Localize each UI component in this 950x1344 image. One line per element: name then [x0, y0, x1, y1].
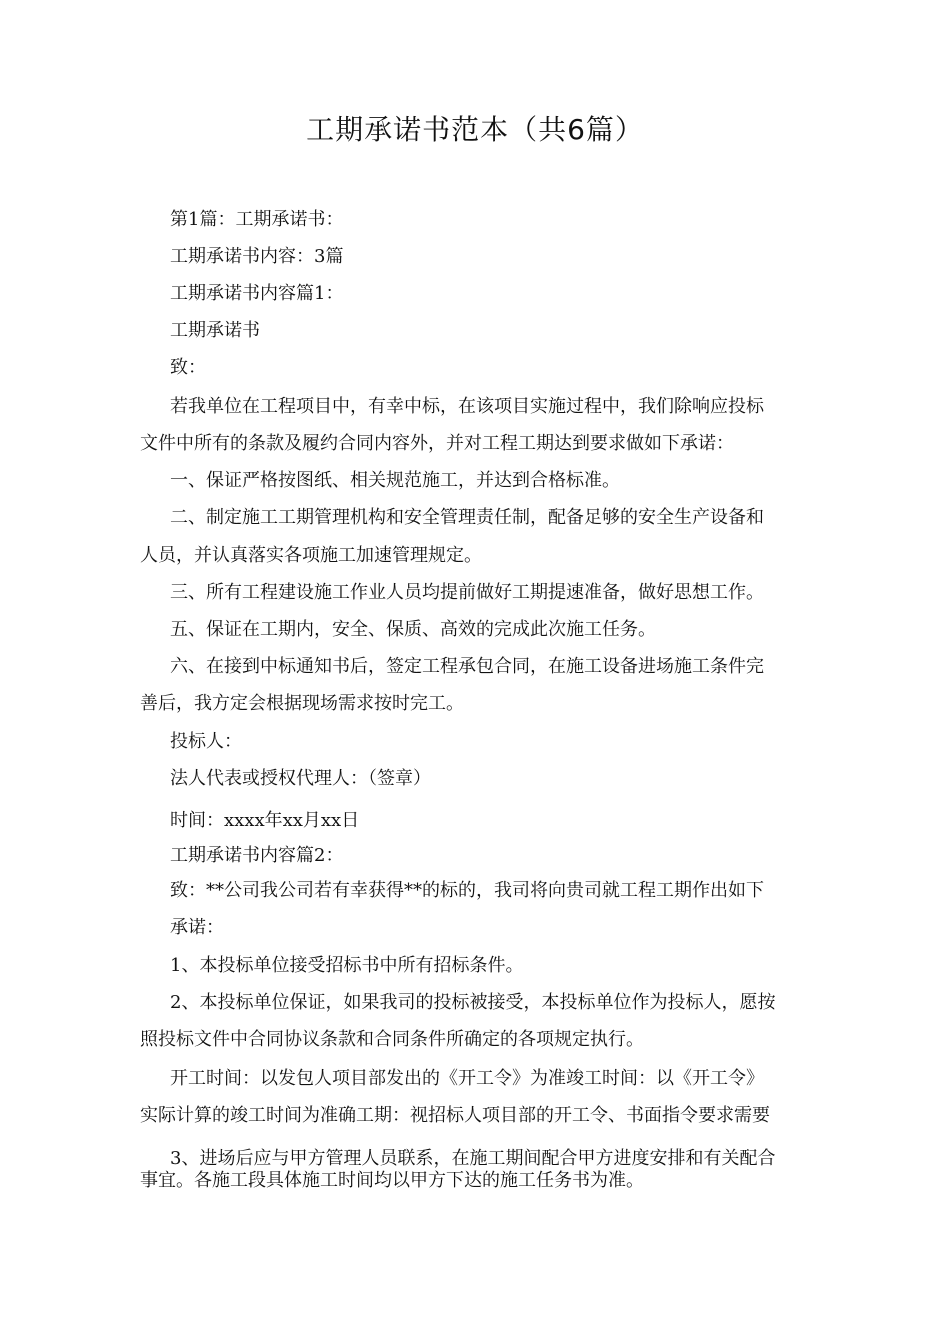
paragraph-line: 承诺：	[170, 917, 224, 938]
representative-line: 法人代表或授权代理人：（签章）	[170, 768, 431, 789]
section-heading-2: 工期承诺书内容篇2：	[170, 845, 344, 866]
chapter-heading: 第1篇：工期承诺书：	[170, 209, 344, 230]
paragraph-line: 三、所有工程建设施工作业人员均提前做好工期提速准备，做好思想工作。	[170, 582, 764, 603]
letter-title: 工期承诺书	[170, 320, 260, 341]
paragraph-line: 实际计算的竣工时间为准确工期：视招标人项目部的开工令、书面指令要求需要	[140, 1105, 770, 1126]
paragraph-line: 一、保证严格按图纸、相关规范施工，并达到合格标准。	[170, 470, 620, 491]
paragraph-line: 人员，并认真落实各项施工加速管理规定。	[140, 545, 482, 566]
paragraph-line: 致：**公司我公司若有幸获得**的标的，我司将向贵司就工程工期作出如下	[170, 880, 764, 901]
paragraph-line: 开工时间：以发包人项目部发出的《开工令》为准竣工时间：以《开工令》	[170, 1068, 764, 1089]
paragraph-line: 若我单位在工程项目中，有幸中标，在该项目实施过程中，我们除响应投标	[170, 396, 764, 417]
paragraph-line: 2、本投标单位保证，如果我司的投标被接受，本投标单位作为投标人，愿按	[170, 992, 776, 1013]
paragraph-line: 二、制定施工工期管理机构和安全管理责任制，配备足够的安全生产设备和	[170, 507, 764, 528]
paragraph-line: 事宜。各施工段具体施工时间均以甲方下达的施工任务书为准。	[140, 1170, 644, 1191]
paragraph-line: 照投标文件中合同协议条款和合同条件所确定的各项规定执行。	[140, 1029, 644, 1050]
document-title: 工期承诺书范本（共6篇）	[306, 113, 644, 146]
bidder-line: 投标人：	[170, 731, 242, 752]
content-count-line: 工期承诺书内容：3篇	[170, 246, 344, 267]
paragraph-line: 五、保证在工期内，安全、保质、高效的完成此次施工任务。	[170, 619, 656, 640]
salutation: 致：	[170, 357, 206, 378]
paragraph-line: 3、进场后应与甲方管理人员联系，在施工期间配合甲方进度安排和有关配合	[170, 1148, 776, 1169]
paragraph-line: 1、本投标单位接受招标书中所有招标条件。	[170, 955, 524, 976]
date-line: 时间：xxxx年xx月xx日	[170, 810, 360, 831]
section-heading-1: 工期承诺书内容篇1：	[170, 283, 344, 304]
paragraph-line: 文件中所有的条款及履约合同内容外，并对工程工期达到要求做如下承诺：	[140, 433, 734, 454]
paragraph-line: 善后，我方定会根据现场需求按时完工。	[140, 693, 464, 714]
paragraph-line: 六、在接到中标通知书后，签定工程承包合同，在施工设备进场施工条件完	[170, 656, 764, 677]
